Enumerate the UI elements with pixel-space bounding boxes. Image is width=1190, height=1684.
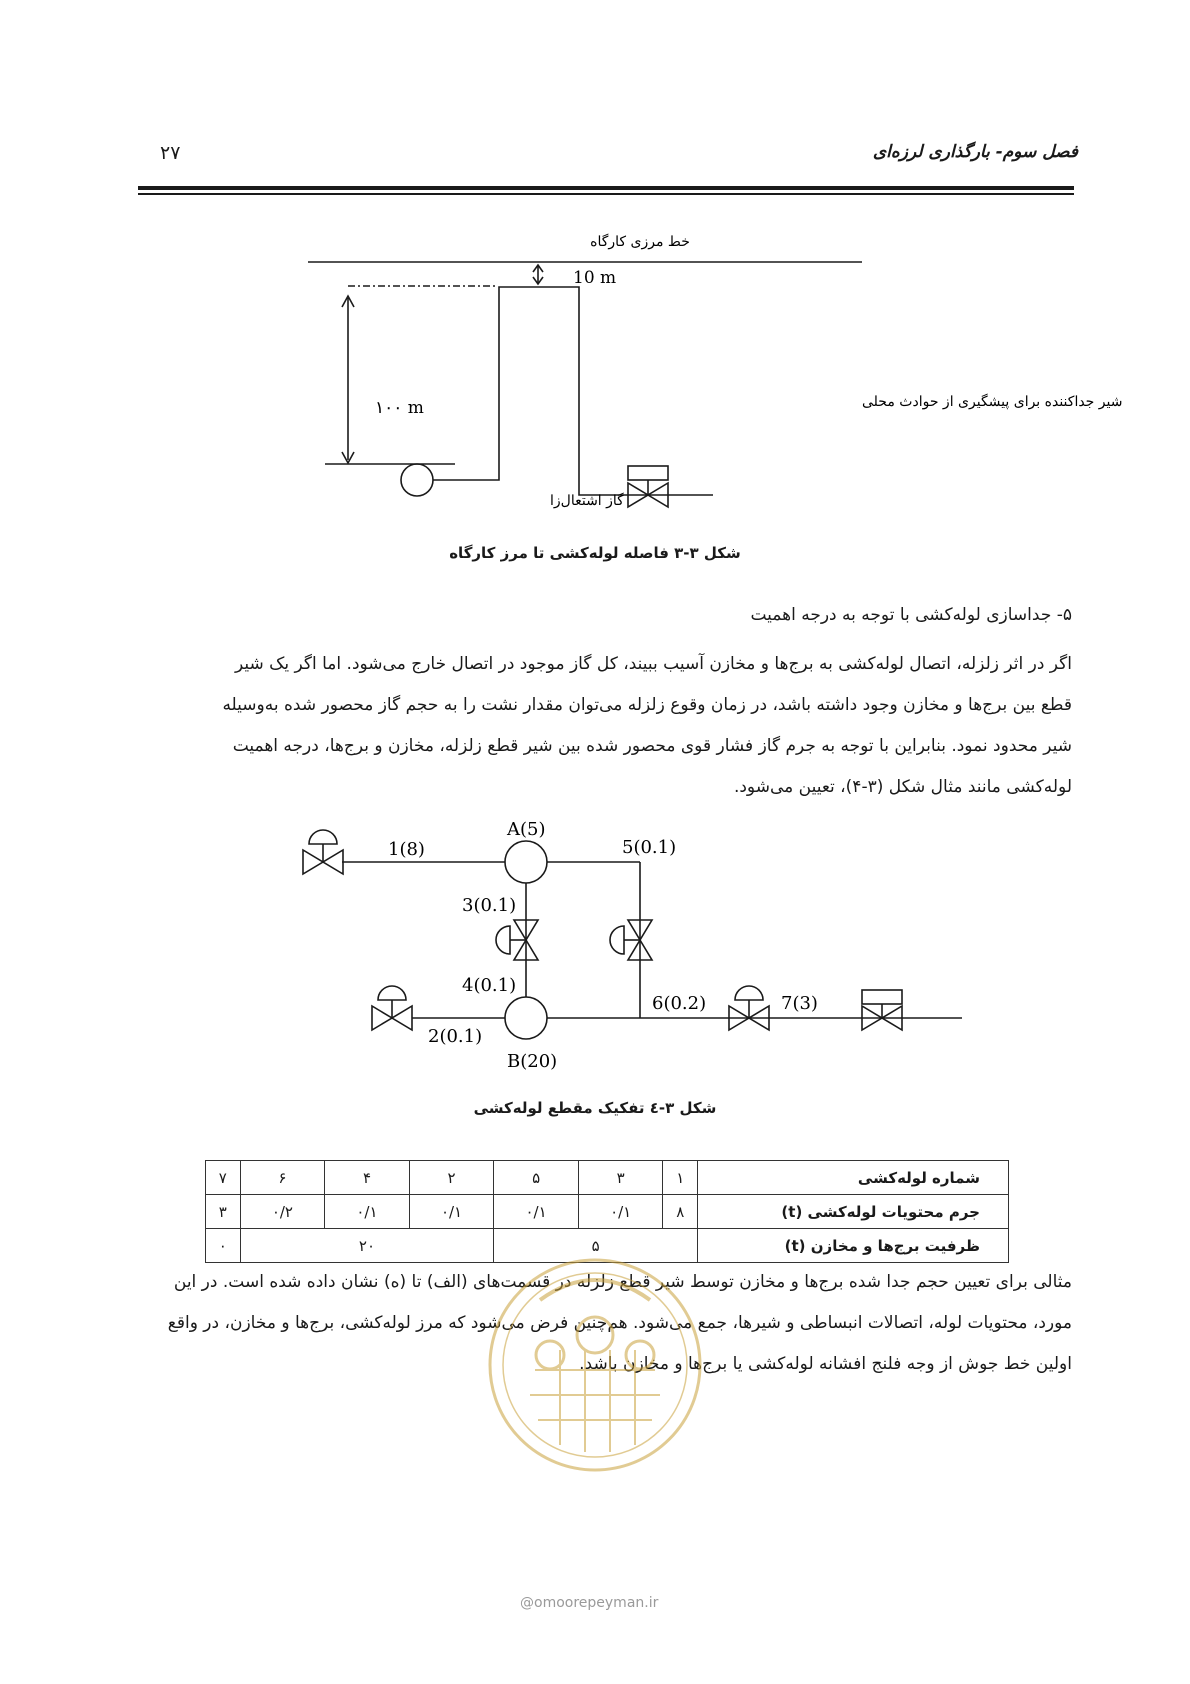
node-a-circle xyxy=(505,841,547,883)
pipe-5-label: 5(0.1) xyxy=(622,837,677,858)
tank-circle xyxy=(401,464,433,496)
table-cell: ۰ xyxy=(206,1229,241,1263)
node-a-label: A(5) xyxy=(507,819,546,840)
valve-pipe-1 xyxy=(303,830,343,874)
table-cell: ۲ xyxy=(409,1161,494,1195)
paragraph-line: لوله‌کشی مانند مثال شکل (۳-۴)، تعیین می‌شود. xyxy=(733,777,1072,797)
distance-label: 10 m xyxy=(573,268,617,288)
table-row xyxy=(206,1195,1009,1229)
figure-piping-sections-diagram xyxy=(0,810,1190,1100)
table-cell: ۱ xyxy=(663,1161,698,1195)
section-heading: ۵- جداسازی لوله‌کشی با توجه به درجه اهمیت xyxy=(750,605,1072,625)
table-cell: ۰/۱ xyxy=(325,1195,410,1229)
valve-pipe-6-7 xyxy=(729,986,769,1030)
row-header: جرم محتویات لوله‌کشی (t) xyxy=(698,1195,1009,1229)
table-cell: ۳ xyxy=(578,1161,663,1195)
table-cell: ۵ xyxy=(494,1229,698,1263)
table-cell: ۰/۱ xyxy=(409,1195,494,1229)
watermark-url: @omoorepeyman.ir xyxy=(520,1595,659,1611)
table-cell: ۲۰ xyxy=(240,1229,494,1263)
valve-label: شیر جداکننده برای پیشگیری از حوادث محلی xyxy=(862,394,1123,410)
section-paragraph xyxy=(122,644,1072,808)
pipe-7-label: 7(3) xyxy=(781,993,818,1014)
boundary-label: خط مرزی کارگاه xyxy=(590,234,690,250)
table-cell: ۸ xyxy=(663,1195,698,1229)
table-cell: ۵ xyxy=(494,1161,579,1195)
node-b-label: B(20) xyxy=(507,1051,558,1072)
table-cell: ۷ xyxy=(206,1161,241,1195)
figure-2-caption: شکل ۳-٤ تفکیک مقطع لوله‌کشی xyxy=(473,1099,717,1117)
page-number: ۲۷ xyxy=(160,142,181,164)
paragraph-line: مورد، محتویات لوله، اتصالات انبساطی و شیرها، جمع می‌شود. هم‌چنین فرض می‌شود که مرز لوله‌کشی، برج‌ها و مخازن، در واقع xyxy=(167,1313,1072,1333)
figure-piping-distance-diagram xyxy=(0,0,1190,560)
paragraph-line: مثالی برای تعیین حجم جدا شده برج‌ها و مخازن توسط شیر قطع زلزله در قسمت‌های (الف) تا (ه) نشان داده شده است. در این xyxy=(173,1272,1072,1292)
node-b-circle xyxy=(505,997,547,1039)
paragraph-line: قطع بین برج‌ها و مخازن وجود داشته باشد، در زمان وقوع زلزله می‌توان مقدار نشت را به حجم گاز محصور شده به‌وسیله xyxy=(222,695,1072,715)
table-cell: ۶ xyxy=(240,1161,325,1195)
valve-pipe-5 xyxy=(610,920,652,960)
table-cell: ۰/۱ xyxy=(494,1195,579,1229)
height-label: ۱۰۰ m xyxy=(375,398,424,418)
pipe-2-label: 2(0.1) xyxy=(428,1026,483,1047)
valve-pipe-3-4 xyxy=(496,920,538,960)
row-header: ظرفیت برج‌ها و مخازن (t) xyxy=(698,1229,1009,1263)
table-row xyxy=(206,1161,1009,1195)
watermark-logo xyxy=(480,1240,710,1490)
pipe-1-label: 1(8) xyxy=(388,839,425,860)
gas-pipe-line xyxy=(433,287,713,495)
valve-pipe-2 xyxy=(372,986,412,1030)
table-cell: ۴ xyxy=(325,1161,410,1195)
table-cell: ۳ xyxy=(206,1195,241,1229)
chapter-title: فصل سوم- بارگذاری لرزه‌ای xyxy=(872,142,1078,162)
paragraph-line: اولین خط جوش از وجه فلنج افشانه لوله‌کشی یا برج‌ها و مخازن باشد. xyxy=(579,1354,1072,1374)
gas-label: گاز اشتعال‌زا xyxy=(550,493,624,509)
row-header: شماره لوله‌کشی xyxy=(698,1161,1009,1195)
table-cell: ۰/۱ xyxy=(578,1195,663,1229)
pipe-4-label: 4(0.1) xyxy=(462,975,517,996)
paragraph-line: شیر محدود نمود. بنابراین با توجه به جرم گاز فشار قوی محصور شده بین شیر قطع زلزله، مخازن و برج‌ها، درجه اهمیت xyxy=(232,736,1072,756)
pipe-6-label: 6(0.2) xyxy=(652,993,707,1014)
table-cell: ۰/۲ xyxy=(240,1195,325,1229)
valve-pipe-7-end xyxy=(862,990,902,1030)
valve-actuator xyxy=(628,466,668,480)
paragraph-line: اگر در اثر زلزله، اتصال لوله‌کشی به برج‌ها و مخازن آسیب ببیند، کل گاز موجود در اتصال خارج می‌شود. اما اگر یک شیر xyxy=(235,654,1072,674)
pipe-3-label: 3(0.1) xyxy=(462,895,517,916)
figure-1-caption: شکل ۳-۳ فاصله لوله‌کشی تا مرز کارگاه xyxy=(449,544,741,562)
